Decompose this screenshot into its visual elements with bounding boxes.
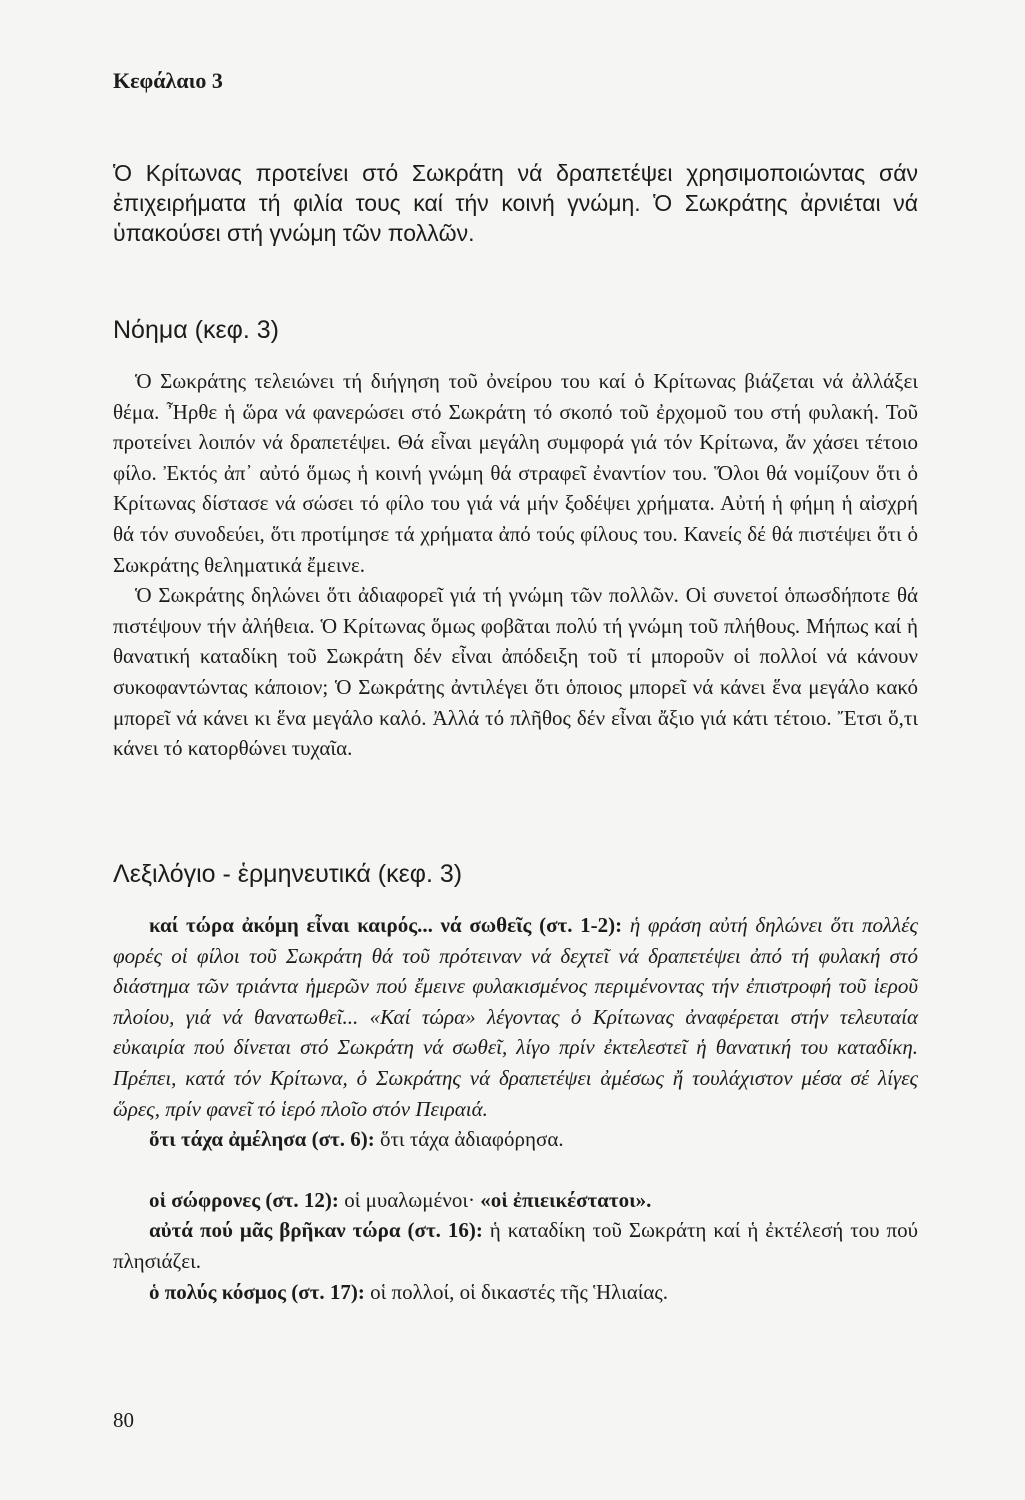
lexicon-entry: [113, 1277, 918, 1308]
lexicon-definition: ἡ φράση αὐτή δηλώνει ὅτι πολλές φορές οἱ φίλοι τοῦ Σωκράτη θά τοῦ πρότειναν νά δεχτεῖ νά δραπετέψει ἀπό τή φυλακή στό διάστημα τῶν τριάντα ἡμερῶν πού ἔμεινε φυλακισμένος περιμένοντας τήν ἐπιστροφή τοῦ ἱεροῦ πλοίου, γιά νά θανατωθεῖ... «Καί τώρα» λέγοντας ὁ Κρίτωνας ἀναφέρεται στήν τελευταία εὐκαιρία πού δίνεται στό Σωκράτη νά σωθεῖ, λίγο πρίν ἐκτελεστεῖ ἡ θανατική του καταδίκη. Πρέπει, κατά τόν Κρίτωνα, ὁ Σωκράτης νά δραπετέψει ἀμέσως ἤ τουλάχιστον μέσα σέ λίγες ὥρες, πρίν φανεῖ τό ἱερό πλοῖο στόν Πειραιά.: [113, 913, 918, 1121]
lexicon-definition: ὅτι τάχα ἀδιαφόρησα.: [379, 1127, 564, 1152]
noema-paragraph: Ὁ Σωκράτης τελειώνει τή διήγηση τοῦ ὀνείρου του καί ὁ Κρίτωνας βιάζεται νά ἀλλάξει θέμα. Ἦρθε ἡ ὥρα νά φανερώσει στό Σωκράτη τό σκοπό τοῦ ἐρχομοῦ του στή φυλακή. Τοῦ προτείνει λοιπόν νά δραπετέψει. Θά εἶναι μεγάλη συμφορά γιά τόν Κρίτωνα, ἄν χάσει τέτοιο φίλο. Ἐκτός ἀπ᾽ αὐτό ὅμως ἡ κοινή γνώμη θά στραφεῖ ἐναντίον του. Ὅλοι θά νομίζουν ὅτι ὁ Κρίτωνας δίστασε νά σώσει τό φίλο του γιά νά μήν ξοδέψει χρήματα. Αὐτή ἡ φήμη ἡ αἰσχρή θά τόν συνοδεύει, ὅτι προτίμησε τά χρήματα ἀπό τούς φίλους του. Κανείς δέ θά πιστέψει ὅτι ὁ Σωκράτης θεληματικά ἔμεινε.: [113, 369, 918, 577]
noema-body: [113, 366, 918, 764]
lexicon-definition: ἡ καταδίκη τοῦ Σωκράτη καί ἡ ἐκτέλεσή του πού πλησιάζει.: [113, 1218, 918, 1273]
chapter-summary: Ὁ Κρίτωνας προτείνει στό Σωκράτη νά δραπετέψει χρησιμοποιώντας σάν ἐπιχειρήματα τή φιλία τους καί τήν κοινή γνώμη. Ὁ Σωκράτης ἀρνιέται νά ὑπακούσει στή γνώμη τῶν πολλῶν.: [113, 160, 918, 246]
chapter-title: Κεφάλαιο 3: [113, 68, 223, 93]
noema-paragraph: Ὁ Σωκράτης δηλώνει ὅτι ἀδιαφορεῖ γιά τή γνώμη τῶν πολλῶν. Οἱ συνετοί ὁπωσδήποτε θά πιστέψουν τήν ἀλήθεια. Ὁ Κρίτωνας ὅμως φοβᾶται πολύ τή γνώμη τοῦ πλήθους. Μήπως καί ἡ θανατική καταδίκη τοῦ Σωκράτη δέν εἶναι ἀπόδειξη τοῦ τί μποροῦν οἱ πολλοί νά κάνουν συκοφαντώντας κάποιον; Ὁ Σωκράτης ἀντιλέγει ὅτι ὁποιος μπορεῖ νά κάνει ἕνα μεγάλο κακό μπορεῖ νά κάνει κι ἕνα μεγάλο καλό. Ἀλλά τό πλῆθος δέν εἶναι ἄξιο γιά κάτι τέτοιο. Ἔτσι ὅ,τι κάνει τό κατορθώνει τυχαῖα.: [113, 583, 918, 761]
noema-heading: Νόημα (κεφ. 3): [113, 316, 279, 344]
page-number: 80: [113, 1408, 134, 1432]
lexicon-list: [113, 910, 918, 1307]
lexicon-entry: [113, 1215, 918, 1276]
lexicon-term-extra: «οἱ ἐπιεικέστατοι».: [480, 1187, 652, 1212]
lexicon-term: οἱ σώφρονες (στ. 12):: [149, 1187, 339, 1212]
lexicon-term: ὅτι τάχα ἀμέλησα (στ. 6):: [149, 1127, 375, 1152]
lexicon-entry: [113, 910, 918, 1124]
lexicon-term: αὐτά πού μᾶς βρῆκαν τώρα (στ. 16):: [149, 1218, 483, 1243]
lexicon-definition: οἱ πολλοί, οἱ δικαστές τῆς Ἡλιαίας.: [370, 1279, 668, 1304]
lexicon-heading: Λεξιλόγιο - ἑρμηνευτικά (κεφ. 3): [113, 860, 463, 888]
lexicon-term: καί τώρα ἀκόμη εἶναι καιρός... νά σωθεῖς (στ. 1-2):: [149, 913, 623, 937]
lexicon-definition: οἱ μυαλωμένοι·: [344, 1187, 475, 1212]
lexicon-term: ὁ πολύς κόσμος (στ. 17):: [149, 1279, 365, 1304]
lexicon-entry: [113, 1185, 918, 1216]
lexicon-entry: [113, 1124, 918, 1155]
